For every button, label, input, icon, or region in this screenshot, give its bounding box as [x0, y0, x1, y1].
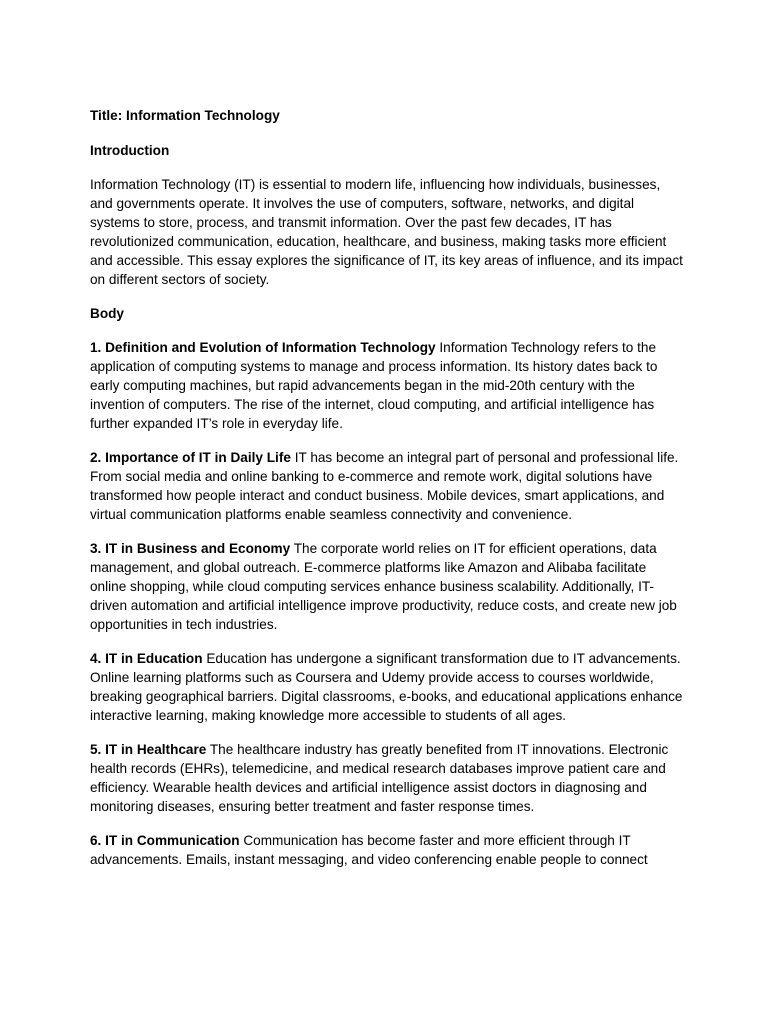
- body-heading: Body: [90, 306, 124, 321]
- introduction-heading: Introduction: [90, 143, 170, 158]
- section-text-4: Education has undergone a significant transformation due to IT advancements. Online learning platforms such as Coursera and Udemy provide access to courses worldwide, breaking geographical barriers. Digital classrooms, e-books, and educational applications enhance interactive learning, making knowledge more accessible to students of all ages.: [90, 651, 683, 723]
- section-paragraph-1: [90, 338, 686, 433]
- section-title-3: 3. IT in Business and Economy: [90, 541, 291, 556]
- section-title-6: 6. IT in Communication: [90, 833, 240, 848]
- section-text-3: The corporate world relies on IT for efficient operations, data management, and global outreach. E-commerce platforms like Amazon and Alibaba facilitate online shopping, while cloud computing services enhance business scalability. Additionally, IT-driven automation and artificial intelligence improve productivity, reduce costs, and create new job opportunities in tech industries.: [90, 541, 677, 632]
- section-text-6: Communication has become faster and more efficient through IT advancements. Emails, instant messaging, and video conferencing enable people to connect: [90, 833, 648, 867]
- introduction-paragraph: Information Technology (IT) is essential to modern life, influencing how individuals, businesses, and governments operate. It involves the use of computers, software, networks, and digital systems to store, process, and transmit information. Over the past few decades, IT has revolutionized communication, education, healthcare, and business, making tasks more efficient and accessible. This essay explores the significance of IT, its key areas of influence, and its impact on different sectors of society.: [90, 177, 683, 287]
- section-paragraph-6: [90, 831, 686, 869]
- section-text-2: IT has become an integral part of personal and professional life. From social media and online banking to e-commerce and remote work, digital solutions have transformed how people interact and conduct business. Mobile devices, smart applications, and virtual communication platforms enable seamless connectivity and convenience.: [90, 450, 679, 522]
- section-paragraph-5: [90, 740, 686, 816]
- section-text-5: The healthcare industry has greatly benefited from IT innovations. Electronic health records (EHRs), telemedicine, and medical research databases improve patient care and efficiency. Wearable health devices and artificial intelligence assist doctors in diagnosing and monitoring diseases, ensuring better treatment and faster response times.: [90, 742, 669, 814]
- section-title-4: 4. IT in Education: [90, 651, 203, 666]
- section-title-1: 1. Definition and Evolution of Information Technology: [90, 340, 436, 355]
- section-paragraph-3: [90, 539, 686, 634]
- document-page: [90, 106, 686, 884]
- section-title-5: 5. IT in Healthcare: [90, 742, 207, 757]
- section-text-1: Information Technology refers to the application of computing systems to manage and process information. Its history dates back to early computing machines, but rapid advancements began in the mid-20th century with the invention of computers. The rise of the internet, cloud computing, and artificial intelligence has further expanded IT’s role in everyday life.: [90, 340, 658, 431]
- section-paragraph-4: [90, 649, 686, 725]
- document-title: Title: Information Technology: [90, 108, 280, 123]
- section-paragraph-2: [90, 448, 686, 524]
- section-title-2: 2. Importance of IT in Daily Life: [90, 450, 291, 465]
